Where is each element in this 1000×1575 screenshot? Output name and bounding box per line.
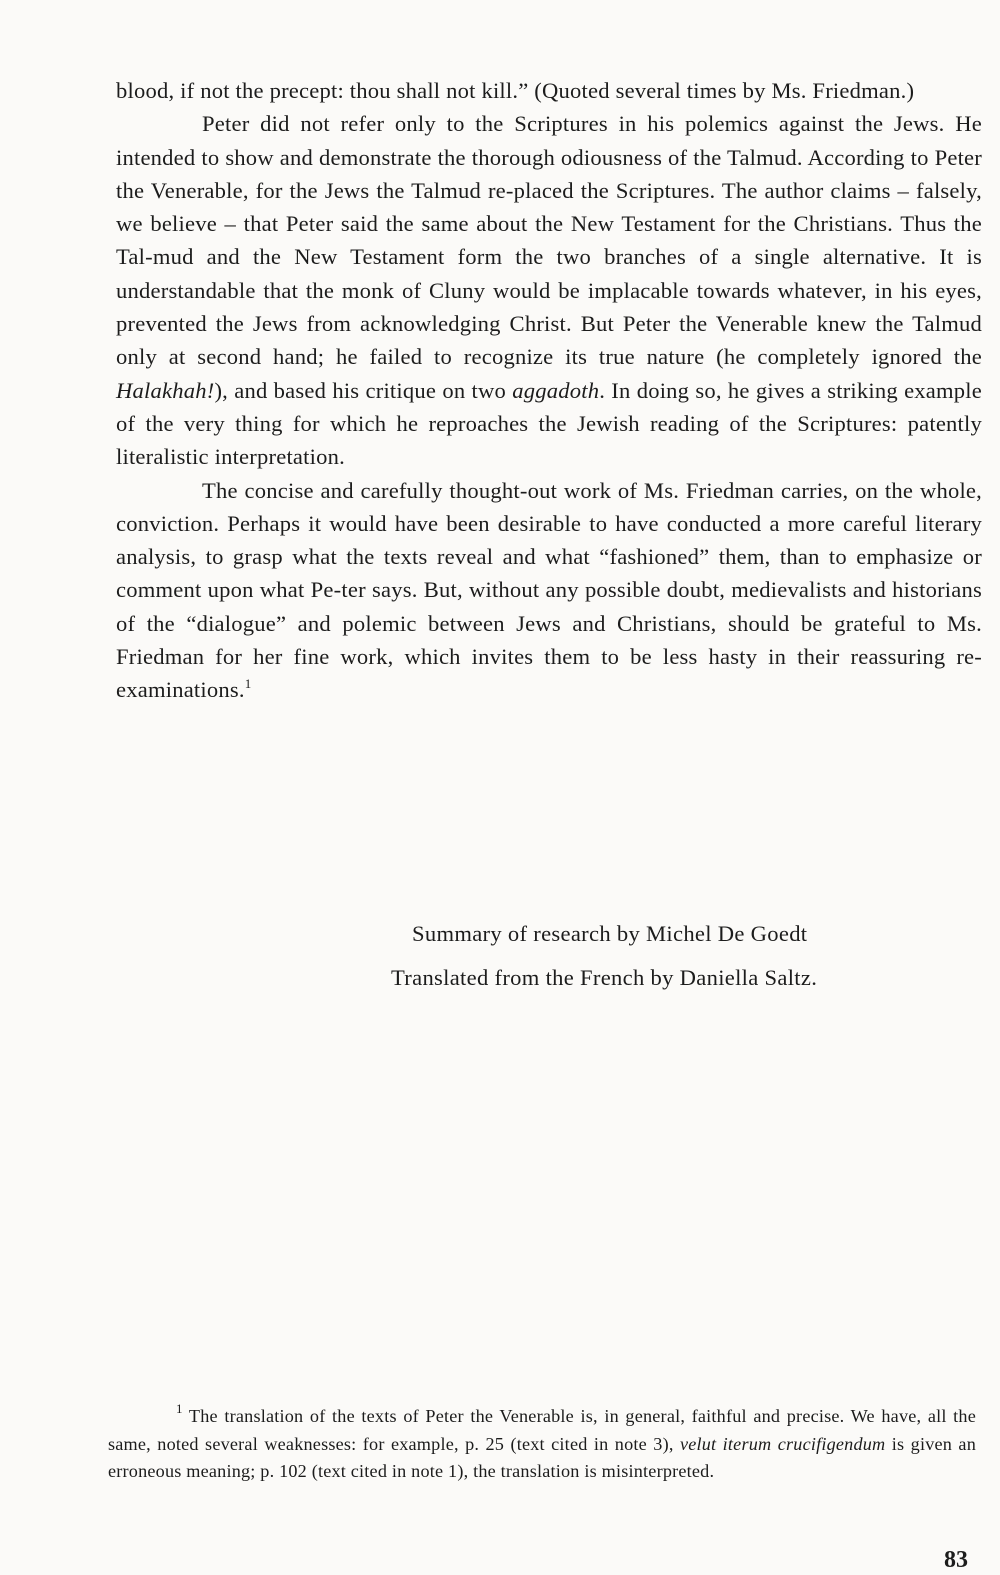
text-run: blood, if not the precept: thou shall not kill.” (Quoted several times by Ms. Friedman.) [116,78,915,103]
text-run: The concise and carefully thought-out work of Ms. Friedman carries, on the whole, conviction. Perhaps it would have been desirable to have conducted a more careful literary analysis, to grasp what the texts reveal and what “fashioned” them, than to emphasize or comment upon what Pe-ter says. But, without any possible doubt, medievalists and historians of the “dialogue” and polemic between Jews and Christians, should be grateful to Ms. Friedman for her fine work, which invites them to be less hasty in their reassuring re-examinations. [116,477,982,703]
main-text [116,74,983,990]
text-run: The translation of the texts of Peter the Venerable is, in general, faithful and precise. We have, all the same, noted several weaknesses: for example, p. 25 (text cited in note 3), [108,1406,976,1454]
signature-block [116,912,982,1000]
body-paragraph [116,74,982,107]
italic-text: Halakhah! [116,377,215,403]
italic-text: aggadoth [512,377,600,403]
footnote-marker: 1 [176,1401,183,1416]
text-run: . In doing so, he gives a striking example of the very thing for which he reproaches the Jewish reading of the Scriptures: patently literalistic interpretation. [116,377,983,470]
italic-text: velut iterum crucifigendum [679,1433,886,1454]
page-number: 83 [944,1547,968,1573]
body-paragraph [116,107,982,473]
signature-summary-line: Summary of research by Michel De Goedt [412,921,808,946]
footnote [108,1403,976,1486]
text-run: Peter did not refer only to the Scriptures in his polemics against the Jews. He intended to show and demonstrate the thorough odiousness of the Talmud. According to Peter the Venerable, for the Jews the Talmud re-placed the Scriptures. The author claims – falsely, we believe – that Peter said the same about the New Testament for the Christians. Thus the Tal-mud and the New Testament form the two branches of a single alternative. It is understandable that the monk of Cluny would be implacable towards whatever, in his eyes, prevented the Jews from acknowledging Christ. But Peter the Venerable knew the Talmud only at second hand; he failed to recognize its true nature (he completely ignored the [116,111,982,370]
signature-translation-line: Translated from the French by Daniella Saltz. [391,965,818,990]
text-run: is given an erroneous meaning; p. 102 (text cited in note 1), the translation is misinterpreted. [108,1433,977,1482]
footnote-marker: 1 [244,676,252,692]
body-paragraphs [116,74,982,707]
text-run: ), and based his critique on two [214,377,513,403]
body-paragraph [116,474,982,707]
